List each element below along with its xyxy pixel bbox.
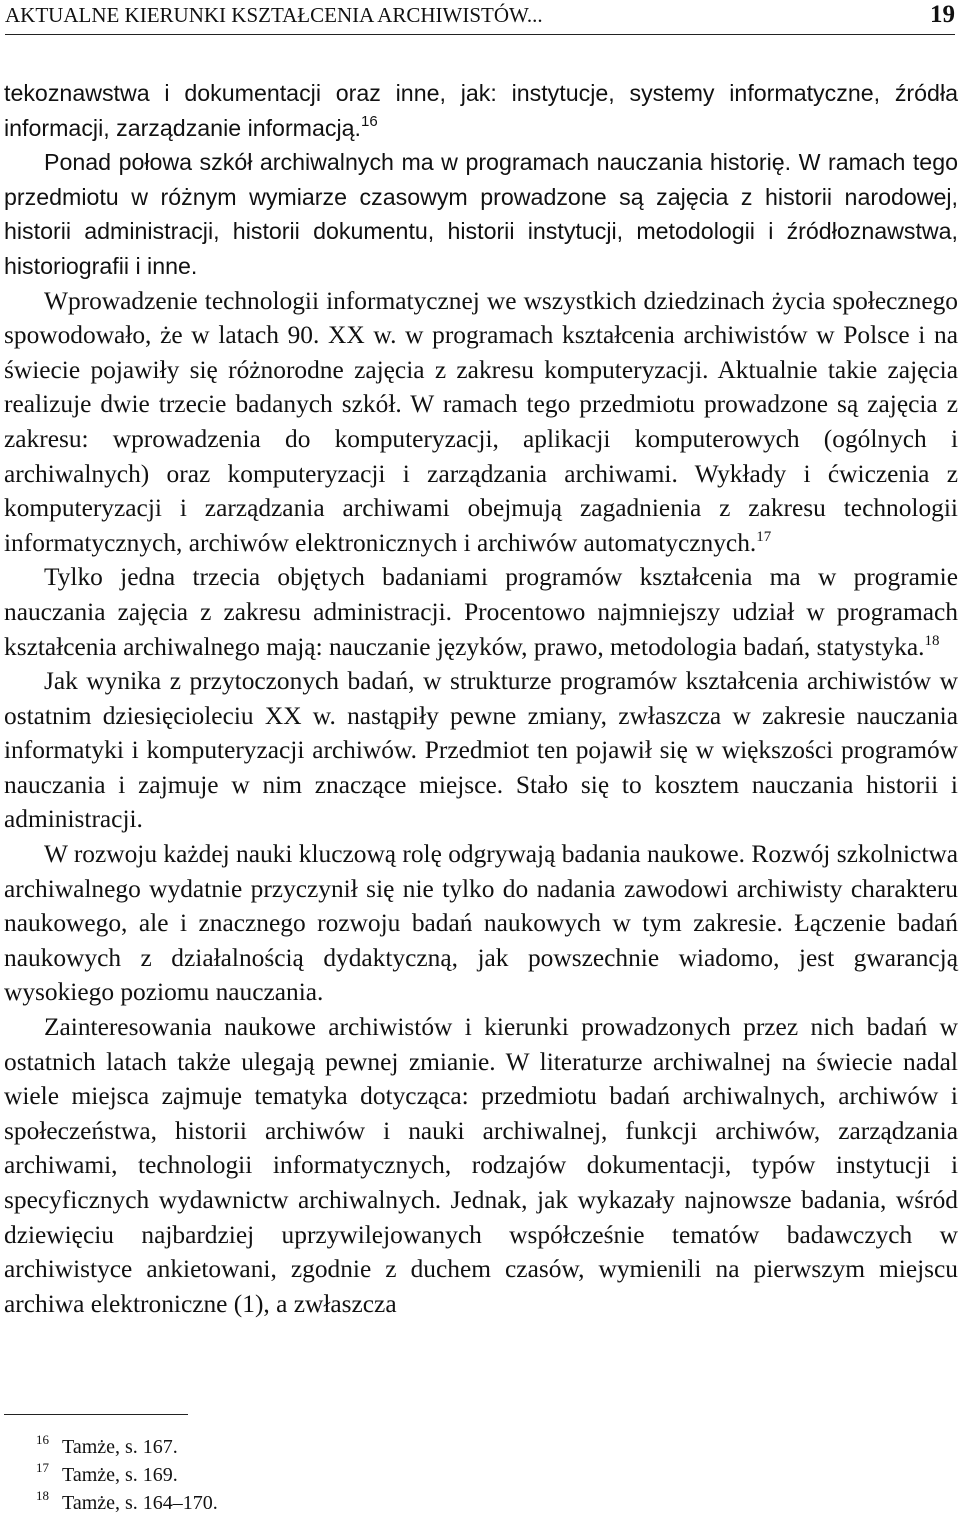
footnote-ref: 18 [924,632,940,649]
paragraph [4,1010,958,1321]
body-text [4,76,958,1321]
footnote [36,1489,636,1517]
paragraph-text: tekoznawstwa i dokumentacji oraz inne, jak: instytucje, systemy informatyczne, źródła informacji, zarządzanie informacją. [4,80,958,141]
footnote-divider [4,1414,188,1415]
footnote [36,1433,636,1461]
footnote-number: 17 [36,1460,49,1475]
footnote-ref: 16 [360,112,378,130]
running-head [5,0,955,35]
paragraph-text: Wprowadzenie technologii informatycznej we wszystkich dziedzinach życia społecznego spowodowało, że w latach 90. XX w. w programach kształcenia archiwistów w Polsce i na świecie pojawiły się różnorodne zajęcia z zakresu komputeryzacji. Aktualnie takie zajęcia realizuje dwie trzecie badanych szkół. W ramach tego przedmiotu prowadzone są zajęcia z zakresu: wprowadzenia do komputeryzacji, aplikacji komputerowych (ogólnych i archiwalnych) oraz komputeryzacji i zarządzania archiwami. Wykłady i ćwiczenia z komputeryzacji i zarządzania archiwami obejmują zagadnienia z zakresu technologii informatycznych, archiwów elektronicznych i archiwów automatycznych. [4,286,958,557]
footnotes [36,1433,636,1517]
page-number: 19 [930,1,955,28]
footnote-text: Tamże, s. 169. [62,1464,178,1486]
paragraph-text: Tylko jedna trzecia objętych badaniami programów kształcenia ma w programie nauczania zajęcia z zakresu administracji. Procentowo najmniejszy udział w programach kształcenia archiwalnego mają: nauczanie języków, prawo, metodologia badań, statystyka. [4,563,958,661]
paragraph [4,284,958,561]
paragraph [4,837,958,1010]
footnote-number: 16 [36,1432,49,1447]
paragraph-text: W rozwoju każdej nauki kluczową rolę odgrywają badania naukowe. Rozwój szkolnictwa archiwalnego wydatnie przyczynił się nie tylko do nadania zawodowi archiwisty charakteru naukowego, ale i znacznego rozwoju badań naukowych w tym zakresie. Łączenie badań naukowych z działalnością dydaktyczną, jak powszechnie wiadomo, jest gwarancją wysokiego poziomu nauczania. [4,840,958,1007]
footnote-number: 18 [36,1488,49,1503]
paragraph-text: Ponad połowa szkół archiwalnych ma w programach nauczania historię. W ramach tego przedmiotu w różnym wymiarze czasowym prowadzone są zajęcia z historii narodowej, historii administracji, historii dokumentu, historii instytucji, metodologii i źródłoznawstwa, historiografii i inne. [4,149,958,279]
paragraph [4,145,958,283]
footnote [36,1461,636,1489]
paragraph-text: Zainteresowania naukowe archiwistów i kierunki prowadzonych przez nich badań w ostatnich latach także ulegają pewnej zmianie. W literaturze archiwalnej na świecie nadal wiele miejsca zajmuje tematyka dotycząca: przedmiotu badań archiwalnych, archiwów i społeczeństwa, historii archiwów i nauki archiwalnej, funkcji archiwów, zarządzania archiwami, technologii informatycznych, rodzajów dokumentacji, typów instytucji i specyficznych wydawnictw archiwalnych. Jednak, jak wykazały najnowsze badania, wśród dziewięciu najbardziej uprzywilejowanych współcześnie tematów badawczych w archiwistyce ankietowani, zgodnie z duchem czasów, wymienili na pierwszym miejscu archiwa elektroniczne (1), a zwłaszcza [4,1013,958,1318]
footnote-text: Tamże, s. 164–170. [62,1492,218,1514]
paragraph [4,76,958,145]
footnote-text: Tamże, s. 167. [62,1436,178,1458]
paragraph-text: Jak wynika z przytoczonych badań, w strukturze programów kształcenia archiwistów w ostatnim dziesięcioleciu XX w. nastąpiły pewne zmiany, zwłaszcza w zakresie nauczania informatyki i komputeryzacji archiwów. Przedmiot ten pojawił się w większości programów nauczania i zajmuje w nim znaczące miejsce. Stało się to kosztem nauczania historii i administracji. [4,667,958,834]
footnote-ref: 17 [756,528,772,545]
running-head-title: AKTUALNE KIERUNKI KSZTAŁCENIA ARCHIWISTÓW... [5,3,543,27]
paragraph [4,560,958,664]
paragraph [4,664,958,837]
